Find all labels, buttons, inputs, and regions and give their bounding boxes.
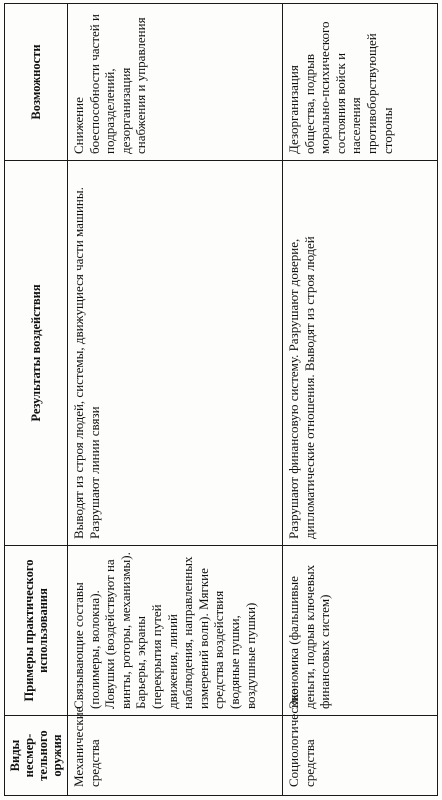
cell-examples: Экономика (фальшивые деньги, подрыв ключевых финансовых систем) <box>283 546 438 716</box>
cell-examples: Связывающие составы (полимеры, волокна). Ловушки (воздействуют на винты, роторы, механизмы). Барьеры, экраны (перекрытия путей движения, линий наблюдения, направленных измерений волн). Мягкие средства воздействия (водяные пушки, воздушные пушки) <box>68 546 283 716</box>
cell-results: Выводят из строя людей, системы, движущиеся части машины. Разрушают линии связи <box>68 161 283 546</box>
table-row <box>283 4 438 796</box>
cell-weapon-type: Механические средства <box>68 716 283 796</box>
cell-results: Разрушают финансовую систему. Разрушают доверие, дипломатические отношения. Выводят из строя людей <box>283 161 438 546</box>
table-header-row <box>5 4 68 796</box>
cell-capabilities: Дезорганизация общества, подрыв морально-психического состояния войск и населения противоборствующей стороны <box>283 4 438 161</box>
nonlethal-weapons-table <box>4 3 438 796</box>
header-examples: Примеры практического использования <box>5 546 68 716</box>
header-weapon-type: Виды несмер-тельного оружия <box>5 716 68 796</box>
header-capabilities: Возможности <box>5 4 68 161</box>
cell-capabilities: Снижение боеспособности частей и подразделений, дезорганизация снабжения и управления <box>68 4 283 161</box>
table-row <box>68 4 283 796</box>
header-results: Результаты воздействия <box>5 161 68 546</box>
cell-weapon-type: Социологические средства <box>283 716 438 796</box>
